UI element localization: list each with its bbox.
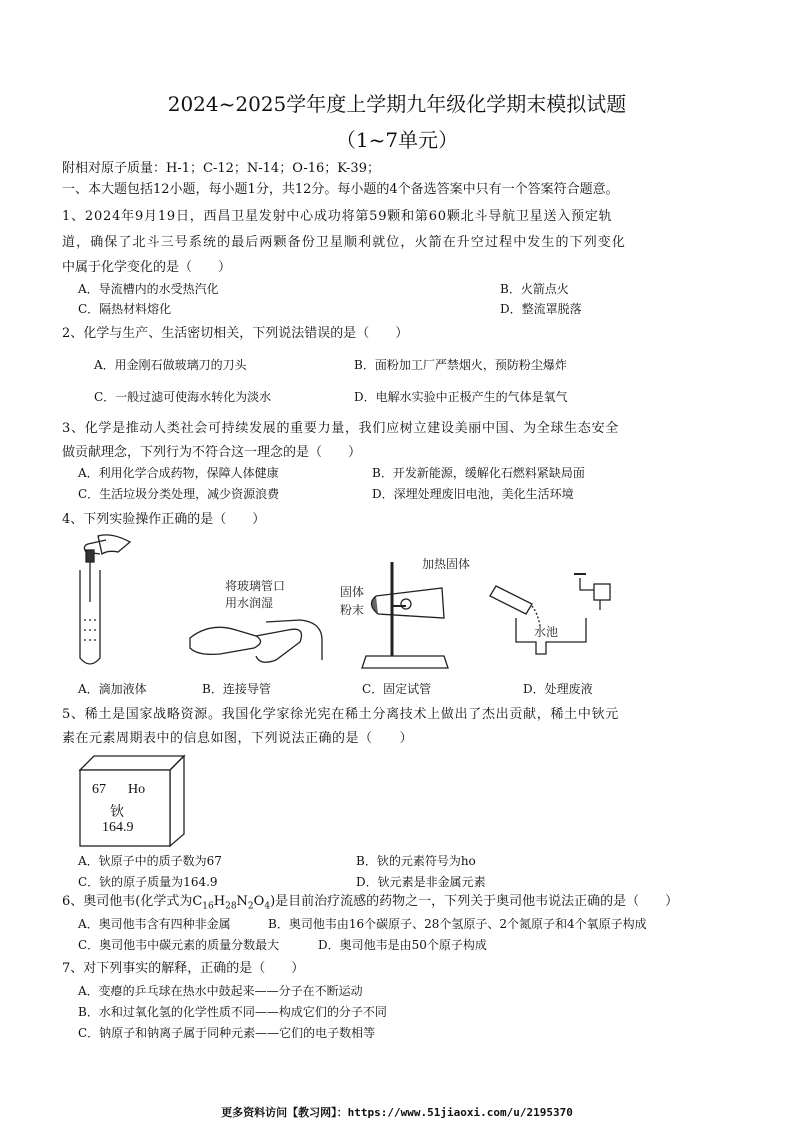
- q5-stem-line1: 5、稀土是国家战略资源。我国化学家徐光宪在稀土分离技术上做出了杰出贡献，稀土中钬元: [62, 707, 619, 722]
- q4-fig-label-c2: 粉末: [340, 603, 365, 617]
- q5-option-d: D．钬元素是非金属元素: [356, 875, 486, 889]
- q4-fig-label-b1: 将玻璃管口: [225, 579, 286, 593]
- q2-option-b: B．面粉加工厂严禁烟火，预防粉尘爆炸: [354, 358, 567, 372]
- element-symbol: Ho: [128, 782, 146, 797]
- atomic-masses: 附相对原子质量：H-1；C-12；N-14；O-16；K-39；: [62, 161, 380, 176]
- q1-option-d: D．整流罩脱落: [500, 302, 582, 316]
- q6-n: N: [236, 894, 248, 909]
- q4-fig-label-b2: 用水润湿: [225, 596, 274, 610]
- q5-option-a: A．钬原子中的质子数为67: [78, 854, 222, 868]
- element-name: 钬: [110, 805, 124, 820]
- pouring-waste-into-sink-drawing: [490, 574, 610, 654]
- element-atomic-mass: 164.9: [102, 820, 134, 835]
- q1-option-a: A．导流槽内的水受热汽化: [78, 282, 219, 296]
- q3-option-a: A．利用化学合成药物，保障人体健康: [78, 466, 279, 480]
- q6-option-a: A．奥司他韦含有四种非金属: [78, 917, 231, 931]
- q7-option-b: B．水和过氧化氢的化学性质不同——构成它们的分子不同: [78, 1005, 387, 1019]
- q4-fig-label-d: 水池: [534, 625, 559, 639]
- element-atomic-number: 67: [92, 782, 106, 797]
- q6-option-c: C．奥司他韦中碳元素的质量分数最大: [78, 938, 280, 952]
- q4-option-b: B．连接导管: [202, 682, 271, 696]
- q2-option-a: A．用金刚石做玻璃刀的刀头: [94, 358, 247, 372]
- q1-stem-line2: 道，确保了北斗三号系统的最后两颗备份卫星顺利就位，火箭在升空过程中发生的下列变化: [62, 235, 627, 250]
- q6-sub-c: 16: [202, 901, 214, 912]
- q6-option-d: D．奥司他韦是由50个原子构成: [318, 938, 487, 952]
- q5-option-b: B．钬的元素符号为ho: [356, 854, 476, 868]
- q7-option-c: C．钠原子和钠离子属于同种元素——它们的电子数相等: [78, 1026, 376, 1040]
- q5-option-c: C．钬的原子质量为164.9: [78, 875, 218, 889]
- glass-tube-connection-drawing: [190, 620, 322, 662]
- q3-stem-line1: 3、化学是推动人类社会可持续发展的重要力量，我们应树立建设美丽中国、为全球生态安全: [62, 421, 619, 436]
- q5-stem-line2: 素在元素周期表中的信息如图，下列说法正确的是（ ）: [62, 731, 414, 746]
- page-subtitle: （1~7单元）: [335, 128, 459, 152]
- q3-option-d: D．深埋处理废旧电池，美化生活环境: [372, 487, 574, 501]
- q2-option-c: C．一般过滤可使海水转化为淡水: [94, 390, 272, 404]
- q6-sub-o: 4: [264, 901, 271, 912]
- q6-o: O: [253, 894, 265, 909]
- q1-stem-line3: 中属于化学变化的是（ ）: [62, 260, 232, 275]
- section-one-instructions: 一、本大题包括12小题，每小题1分，共12分。每小题的4个备选答案中只有一个答案符合题意。: [62, 182, 619, 197]
- q3-option-c: C．生活垃圾分类处理，减少资源浪费: [78, 487, 280, 501]
- q3-stem-line2: 做贡献理念，下列行为不符合这一理念的是（ ）: [62, 445, 362, 460]
- page-title: 2024~2025学年度上学期九年级化学期末模拟试题: [167, 92, 627, 116]
- q2-stem: 2、化学与生产、生活密切相关，下列说法错误的是（ ）: [62, 326, 409, 341]
- lab-operations-figure: [60, 530, 620, 678]
- q3-option-b: B．开发新能源，缓解化石燃料紧缺局面: [372, 466, 585, 480]
- q4-stem: 4、下列实验操作正确的是（ ）: [62, 512, 266, 527]
- q4-fig-label-c1: 固体: [340, 585, 365, 599]
- q4-option-a: A．滴加液体: [78, 682, 147, 696]
- q4-option-d: D．处理废液: [523, 682, 593, 696]
- q1-option-b: B．火箭点火: [500, 282, 569, 296]
- q7-option-a: A．变瘪的乒乓球在热水中鼓起来——分子在不断运动: [78, 984, 363, 998]
- q6-stem-pre: 6、奥司他韦(化学式为C: [62, 894, 203, 909]
- footer-link-text[interactable]: 更多资料访问【教习网】：https://www.51jiaoxi.com/u/2195370: [221, 1106, 573, 1119]
- q1-stem-line1: 1、2024年9月19日，西昌卫星发射中心成功将第59颗和第60颗北斗导航卫星送入预定轨: [62, 209, 613, 224]
- q6-stem-post: )是目前治疗流感的药物之一，下列关于奥司他韦说法正确的是（ ）: [270, 894, 679, 909]
- q7-stem: 7、对下列事实的解释，正确的是（ ）: [62, 961, 305, 976]
- q4-option-c: C．固定试管: [362, 682, 432, 696]
- q1-option-c: C．隔热材料熔化: [78, 302, 172, 316]
- q6-stem: [62, 893, 678, 916]
- iron-stand-with-test-tube-drawing: [362, 562, 448, 668]
- q6-h: H: [213, 894, 226, 909]
- dropper-into-test-tube-drawing: [80, 535, 130, 664]
- q6-option-b: B．奥司他韦由16个碳原子、28个氢原子、2个氮原子和4个氧原子构成: [268, 917, 647, 931]
- q6-sub-n: 2: [247, 901, 254, 912]
- q4-fig-label-c-top: 加热固体: [422, 557, 471, 571]
- q2-option-d: D．电解水实验中正极产生的气体是氧气: [354, 390, 568, 404]
- q6-sub-h: 28: [225, 901, 237, 912]
